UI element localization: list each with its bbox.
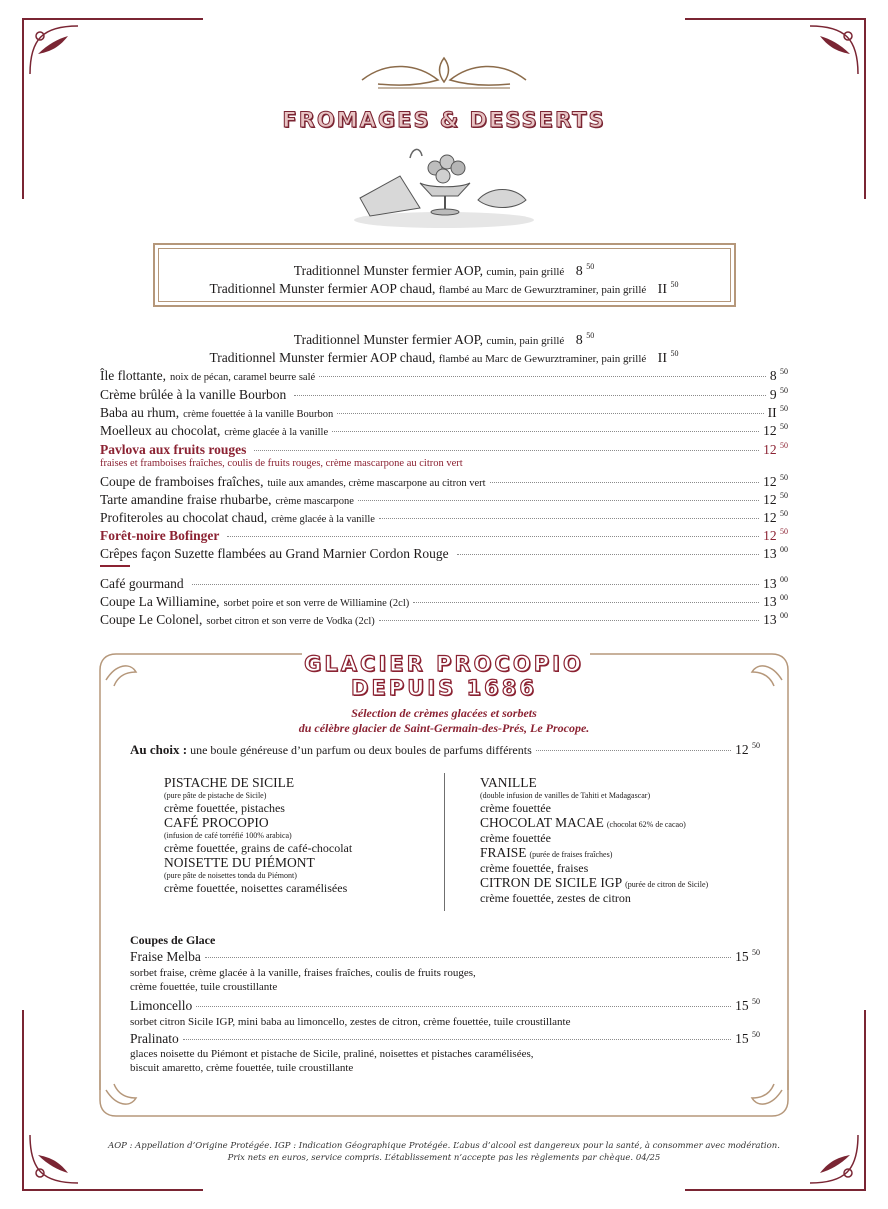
item-desc: flambé au Marc de Gewurztraminer, pain grillé	[438, 284, 647, 296]
dessert-row: Crêpes façon Suzette flambées au Grand Marnier Cordon Rouge 13 $^{00}$	[100, 545, 788, 561]
section-divider	[100, 565, 130, 567]
flavour-name: VANILLE	[480, 775, 537, 790]
flavour-name: CHOCOLAT MACAE	[480, 815, 604, 830]
boxed-item-1	[0, 262, 888, 280]
glacier-selection-line1: Sélection de crèmes glacées et sorbets	[351, 706, 537, 720]
flavour-garnish: crème fouettée	[480, 831, 551, 845]
flavour-garnish: crème fouettée, zestes de citron	[480, 891, 631, 905]
flavour-detail: (pure pâte de noisettes tonda du Piémont)	[164, 871, 297, 880]
item-price: II $^{50}$	[657, 349, 679, 366]
coupe-row: Fraise Melba 15 $^{50}$	[130, 948, 760, 964]
coupe-desc: glaces noisette du Piémont et pistache de Sicile, praliné, noisettes et pistaches caramélisées, biscuit amaretto, crème fouettée, tuile croustillante	[130, 1048, 534, 1074]
centered-item-1	[0, 331, 888, 349]
boxed-item-2	[0, 280, 888, 298]
dessert-row: Crème brûlée à la vanille Bourbon 9 $^{50}$	[100, 386, 788, 402]
flavour-garnish: crème fouettée, fraises	[480, 861, 589, 875]
flavour-detail: (infusion de café torréfié 100% arabica)	[164, 831, 292, 840]
column-divider	[444, 773, 445, 911]
dessert-row: Moelleux au chocolat, crème glacée à la vanille 12 $^{50}$	[100, 422, 788, 438]
glacier-subtitle: DEPUIS 1686	[351, 676, 537, 700]
dessert-row-highlight: Forêt-noire Bofinger 12 $^{50}$	[100, 527, 788, 543]
cheese-fruit-illustration	[350, 138, 538, 230]
flavours-right	[480, 775, 780, 905]
flavour-detail: (chocolat 62% de cacao)	[606, 820, 686, 829]
cafe-row: Coupe La Williamine, sorbet poire et son verre de Williamine (2cl) 13 $^{00}$	[100, 593, 788, 609]
flavour-name: FRAISE	[480, 845, 527, 860]
flavour-detail: (pure pâte de pistache de Sicile)	[164, 791, 267, 800]
footer-legal-line2: Prix nets en euros, service compris. L’établissement n’accepte pas les règlements par chèque. 04/25	[227, 1153, 661, 1163]
footer-legal-line1: AOP : Appellation d’Origine Protégée. IGP : Indication Géographique Protégée. L’abus d’alcool est dangereux pour la santé, à consommer avec modération.	[108, 1141, 780, 1151]
dessert-row-highlight: Pavlova aux fruits rouges 12 $^{50}$	[100, 441, 788, 457]
dessert-row: Tarte amandine fraise rhubarbe, crème mascarpone 12 $^{50}$	[100, 491, 788, 507]
coupes-heading: Coupes de Glace	[130, 933, 216, 947]
flavour-name: NOISETTE DU PIÉMONT	[164, 855, 315, 870]
flavour-garnish: crème fouettée	[480, 801, 551, 815]
flavour-detail: (purée de citron de Sicile)	[625, 880, 709, 889]
item-desc: flambé au Marc de Gewurztraminer, pain grillé	[438, 353, 647, 365]
dessert-row: Baba au rhum, crème fouettée à la vanille Bourbon II $^{50}$	[100, 404, 788, 420]
item-price: II $^{50}$	[657, 280, 679, 297]
au-choix-row	[130, 741, 760, 758]
item-desc: cumin, pain grillé	[486, 335, 565, 347]
centered-item-2	[0, 349, 888, 367]
coupe-desc: sorbet fraise, crème glacée à la vanille, fraises fraîches, coulis de fruits rouges, crème fouettée, tuile croustillante	[130, 967, 476, 993]
item-price: 8 $^{50}$	[575, 262, 595, 279]
flavour-name: CAFÉ PROCOPIO	[164, 815, 269, 830]
item-name: Traditionnel Munster fermier AOP,	[293, 332, 484, 347]
pavlova-note: fraises et framboises fraîches, coulis de fruits rouges, crème mascarpone au citron vert	[100, 458, 463, 469]
choix-price: 12 $^{50}$	[735, 741, 760, 757]
dessert-row: Île flottante, noix de pécan, caramel beurre salé 8 $^{50}$	[100, 367, 788, 383]
glacier-selection-line2: du célèbre glacier de Saint-Germain-des-Prés, Le Procope.	[298, 721, 590, 735]
flavour-garnish: crème fouettée, grains de café-chocolat	[164, 841, 353, 855]
flavour-garnish: crème fouettée, pistaches	[164, 801, 285, 815]
choix-label: Au choix :	[130, 742, 188, 757]
coupe-desc: sorbet citron Sicile IGP, mini baba au limoncello, zestes de citron, crème fouettée, tuile croustillante	[130, 1016, 571, 1028]
item-name: Traditionnel Munster fermier AOP chaud,	[209, 350, 436, 365]
item-name: Traditionnel Munster fermier AOP chaud,	[209, 281, 436, 296]
cafe-row: Café gourmand 13 $^{00}$	[100, 575, 788, 591]
item-desc: cumin, pain grillé	[486, 266, 565, 278]
flavour-garnish: crème fouettée, noisettes caramélisées	[164, 881, 348, 895]
header-flourish-ornament	[358, 56, 530, 96]
coupe-row: Pralinato 15 $^{50}$	[130, 1030, 760, 1046]
flavours-left	[164, 775, 439, 895]
glacier-title: GLACIER PROCOPIO	[304, 652, 584, 676]
dessert-row: Profiteroles au chocolat chaud, crème glacée à la vanille 12 $^{50}$	[100, 509, 788, 525]
cafe-row: Coupe Le Colonel, sorbet citron et son verre de Vodka (2cl) 13 $^{00}$	[100, 611, 788, 627]
dessert-row: Coupe de framboises fraîches, tuile aux amandes, crème mascarpone au citron vert 12 $^{50}$	[100, 473, 788, 489]
page-title: FROMAGES & DESSERTS	[282, 108, 606, 132]
choix-text: une boule généreuse d’un parfum ou deux boules de parfums différents	[190, 743, 532, 757]
item-name: Traditionnel Munster fermier AOP,	[293, 263, 484, 278]
flavour-detail: (purée de fraises fraîches)	[529, 850, 613, 859]
flavour-name: PISTACHE DE SICILE	[164, 775, 295, 790]
flavour-name: CITRON DE SICILE IGP	[480, 875, 623, 890]
flavour-detail: (double infusion de vanilles de Tahiti et Madagascar)	[480, 791, 651, 800]
item-price: 8 $^{50}$	[575, 331, 595, 348]
coupe-row: Limoncello 15 $^{50}$	[130, 997, 760, 1013]
